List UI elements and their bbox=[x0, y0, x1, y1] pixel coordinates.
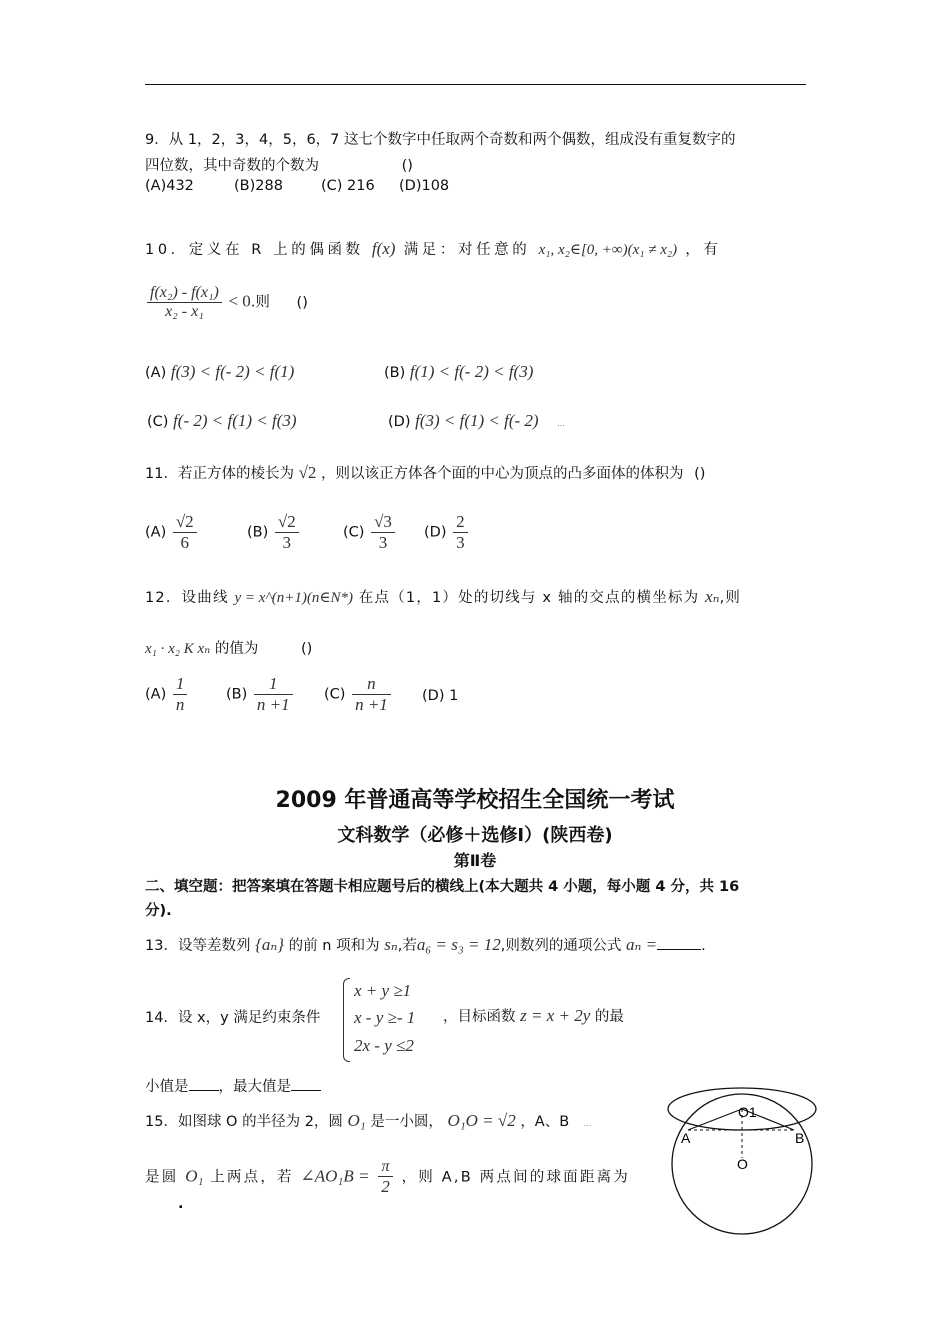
q12-line2 bbox=[145, 637, 312, 658]
q13-prefix: 13．设等差数列 bbox=[145, 938, 251, 954]
q9-option-b: (B)288 bbox=[234, 178, 283, 194]
q15-pi-frac bbox=[378, 1158, 393, 1197]
q10-a-text: f(3) < f(- 2) < f(1) bbox=[170, 362, 295, 381]
q13-mid1: 的前 n 项和为 bbox=[288, 938, 380, 954]
label-o: O bbox=[737, 1156, 748, 1172]
q13-answer-blank[interactable] bbox=[657, 935, 701, 950]
q12-b-num: 1 bbox=[268, 674, 278, 693]
radius-o1-a bbox=[688, 1109, 742, 1130]
q10-fraction bbox=[147, 284, 222, 321]
q11-b-den: 3 bbox=[275, 532, 299, 553]
q15-suffix: ，A、B bbox=[520, 1114, 570, 1130]
q9-option-c: (C) 216 bbox=[321, 178, 375, 194]
q15-line2 bbox=[145, 1158, 630, 1197]
q15-line2b: 上两点，若 bbox=[210, 1169, 294, 1186]
q9-option-a: (A)432 bbox=[145, 178, 194, 194]
q14-brace bbox=[343, 978, 350, 1062]
q11-b-label: (B) bbox=[247, 524, 269, 541]
q10-ineq: < 0 bbox=[228, 291, 251, 311]
q10-cond: x₁, x₂∈[0, +∞)(x₁ ≠ x₂) bbox=[538, 242, 678, 258]
exam-title: 2009 年普通高等学校招生全国统一考试 bbox=[275, 788, 675, 813]
q14-constraint-1: x + y ≥1 bbox=[354, 981, 412, 1000]
q10-c-text: f(- 2) < f(1) < f(3) bbox=[173, 411, 297, 430]
section2-line2: 分). bbox=[145, 903, 172, 919]
q15-two: 2 bbox=[378, 1176, 393, 1197]
q12-a-num: 1 bbox=[175, 674, 185, 693]
q14-min-label: 小值是 bbox=[145, 1079, 189, 1095]
section2-line1: 二、填空题：把答案填在答题卡相应题号后的横线上(本大题共 4 小题，每小题 4 分，共 16 bbox=[145, 879, 740, 895]
q11-stem bbox=[145, 462, 705, 483]
q12-option-c bbox=[324, 674, 393, 715]
q10-line1 bbox=[145, 238, 722, 259]
q12-product: x₁ · x₂ K xₙ bbox=[145, 641, 211, 657]
q15-dist: O₁O = √2 bbox=[447, 1111, 516, 1130]
q9-option-d: (D)108 bbox=[399, 178, 450, 194]
q11-c-label: (C) bbox=[343, 524, 365, 541]
q11-paren: () bbox=[694, 466, 706, 482]
q12-option-a bbox=[145, 674, 189, 715]
q9-paren: () bbox=[401, 158, 413, 174]
q12-paren: () bbox=[300, 641, 313, 657]
q10-fx: f(x) bbox=[371, 239, 396, 258]
q15-o1: O₁ bbox=[347, 1111, 366, 1130]
q10-b-text: f(1) < f(- 2) < f(3) bbox=[409, 362, 534, 381]
q12-mid: 在点（1，1）处的切线与 x 轴的交点的横坐标为 bbox=[358, 590, 700, 606]
label-a: A bbox=[681, 1130, 691, 1146]
q11-option-c bbox=[343, 512, 397, 553]
q15-mid: 是一小圆， bbox=[370, 1114, 443, 1130]
label-o1: O1 bbox=[738, 1104, 757, 1120]
q15-prefix: 15．如图球 O 的半径为 2，圆 bbox=[145, 1114, 343, 1130]
q13-an: aₙ = bbox=[625, 935, 658, 954]
q9-stem: 四位数，其中奇数的个数为 bbox=[145, 158, 319, 174]
q12-c-label: (C) bbox=[324, 686, 346, 703]
q14-max-blank[interactable] bbox=[291, 1076, 321, 1091]
q14-max-label: ，最大值是 bbox=[218, 1079, 291, 1095]
q12-option-b bbox=[226, 674, 295, 715]
q11-c-den: 3 bbox=[371, 532, 395, 553]
q10-fraction-line bbox=[145, 284, 308, 321]
q10-d-label: (D) bbox=[388, 414, 411, 430]
label-b: B bbox=[795, 1130, 805, 1146]
q14-suffix: 的最 bbox=[594, 1009, 624, 1025]
q10-mid: 满足：对任意的 bbox=[403, 242, 531, 258]
q12-option-d: (D) 1 bbox=[422, 688, 459, 704]
q11-option-d bbox=[424, 512, 470, 553]
q10-frac-num: f(x₂) - f(x₁) bbox=[150, 284, 219, 301]
q13-seq: {aₙ} bbox=[255, 935, 285, 954]
q13-mid3: ,则数列的通项公式 bbox=[500, 938, 622, 954]
q10-d-text: f(3) < f(1) < f(- 2) bbox=[415, 411, 539, 430]
q11-option-b bbox=[247, 512, 301, 553]
header-rule bbox=[145, 84, 806, 85]
sphere-figure bbox=[650, 1068, 850, 1238]
q11-a-num: √2 bbox=[175, 512, 194, 531]
q13-mid2: ,若 bbox=[397, 938, 417, 954]
q15-pi: π bbox=[381, 1158, 390, 1175]
q14-constraint-2: x - y ≥- 1 bbox=[354, 1008, 416, 1027]
q14-obj: z = x + 2y bbox=[520, 1006, 591, 1025]
q12-suffix: ,则 bbox=[719, 590, 742, 606]
q10-option-c bbox=[147, 411, 297, 431]
q14-prefix: 14．设 x，y 满足约束条件 bbox=[145, 1010, 321, 1026]
q15-angle: ∠AO₁B = bbox=[300, 1166, 370, 1186]
q10-a-label: (A) bbox=[145, 365, 167, 381]
q13-end: . bbox=[701, 938, 706, 954]
q10-paren: () bbox=[296, 294, 308, 311]
q11-suffix: ，则以该正方体各个面的中心为顶点的凸多面体的体积为 bbox=[321, 466, 684, 482]
q14-mid: ，目标函数 bbox=[443, 1009, 516, 1025]
q14-min-blank[interactable] bbox=[189, 1076, 219, 1091]
q15-line2-o1: O₁ bbox=[185, 1166, 204, 1186]
q10-dots: ... bbox=[557, 419, 565, 428]
q11-b-num: √2 bbox=[277, 512, 296, 531]
q11-a-label: (A) bbox=[145, 524, 167, 541]
q12-b-label: (B) bbox=[226, 686, 248, 703]
q11-c-num: √3 bbox=[374, 512, 392, 531]
q13-cond: a₆ = s₃ = 12 bbox=[416, 935, 501, 954]
q12-a-den: n bbox=[173, 694, 188, 715]
q10-option-b bbox=[384, 362, 533, 382]
q11-edge: √2 bbox=[298, 463, 317, 482]
q10-option-a bbox=[145, 362, 294, 382]
q14-objective bbox=[443, 1005, 624, 1026]
q10-prefix: 10．定义在 R 上的偶函数 bbox=[145, 242, 364, 258]
q15-line2c: ，则 A,B 两点间的球面距离为 bbox=[401, 1169, 630, 1186]
q15-line1 bbox=[145, 1110, 591, 1131]
q12-c-num: n bbox=[367, 674, 376, 693]
q11-d-num: 2 bbox=[456, 512, 465, 531]
q11-d-label: (D) bbox=[424, 524, 447, 541]
q10-frac-den: x₂ - x₁ bbox=[147, 302, 222, 321]
q12-curve: y = x^(n+1)(n∈N*) bbox=[234, 590, 353, 606]
q12-c-den: n +1 bbox=[352, 694, 391, 715]
q12-a-label: (A) bbox=[145, 686, 167, 703]
q13-sn: sₙ bbox=[384, 935, 398, 954]
q9-line1: 9．从 1，2，3，4，5，6，7 这七个数字中任取两个奇数和两个偶数，组成没有重复数字的 bbox=[145, 132, 736, 148]
q10-c-label: (C) bbox=[147, 414, 169, 430]
q11-a-den: 6 bbox=[173, 532, 197, 553]
q15-end: . bbox=[178, 1196, 184, 1212]
q11-d-den: 3 bbox=[453, 532, 468, 553]
q12-product-suffix: 的值为 bbox=[214, 641, 259, 657]
volume-title: 第Ⅱ卷 bbox=[453, 851, 497, 870]
q13-line bbox=[145, 934, 706, 955]
q12-xn: xₙ bbox=[705, 587, 720, 606]
q15-line2a: 是圆 bbox=[145, 1169, 179, 1186]
q10-then: .则 bbox=[250, 294, 270, 311]
q12-line1 bbox=[145, 586, 741, 607]
q14-constraint-3: 2x - y ≤2 bbox=[354, 1036, 414, 1055]
q14-line2 bbox=[145, 1075, 321, 1096]
q11-prefix: 11．若正方体的棱长为 bbox=[145, 466, 294, 482]
q10-suffix: ，有 bbox=[685, 242, 722, 258]
exam-subtitle: 文科数学（必修＋选修Ⅰ）(陕西卷) bbox=[337, 825, 613, 846]
q10-b-label: (B) bbox=[384, 365, 406, 381]
q11-option-a bbox=[145, 512, 199, 553]
q9-line2 bbox=[145, 154, 413, 175]
q12-b-den: n +1 bbox=[254, 694, 293, 715]
q12-prefix: 12．设曲线 bbox=[145, 590, 229, 606]
q15-dots: ... bbox=[583, 1119, 592, 1128]
q10-option-d bbox=[388, 411, 565, 431]
